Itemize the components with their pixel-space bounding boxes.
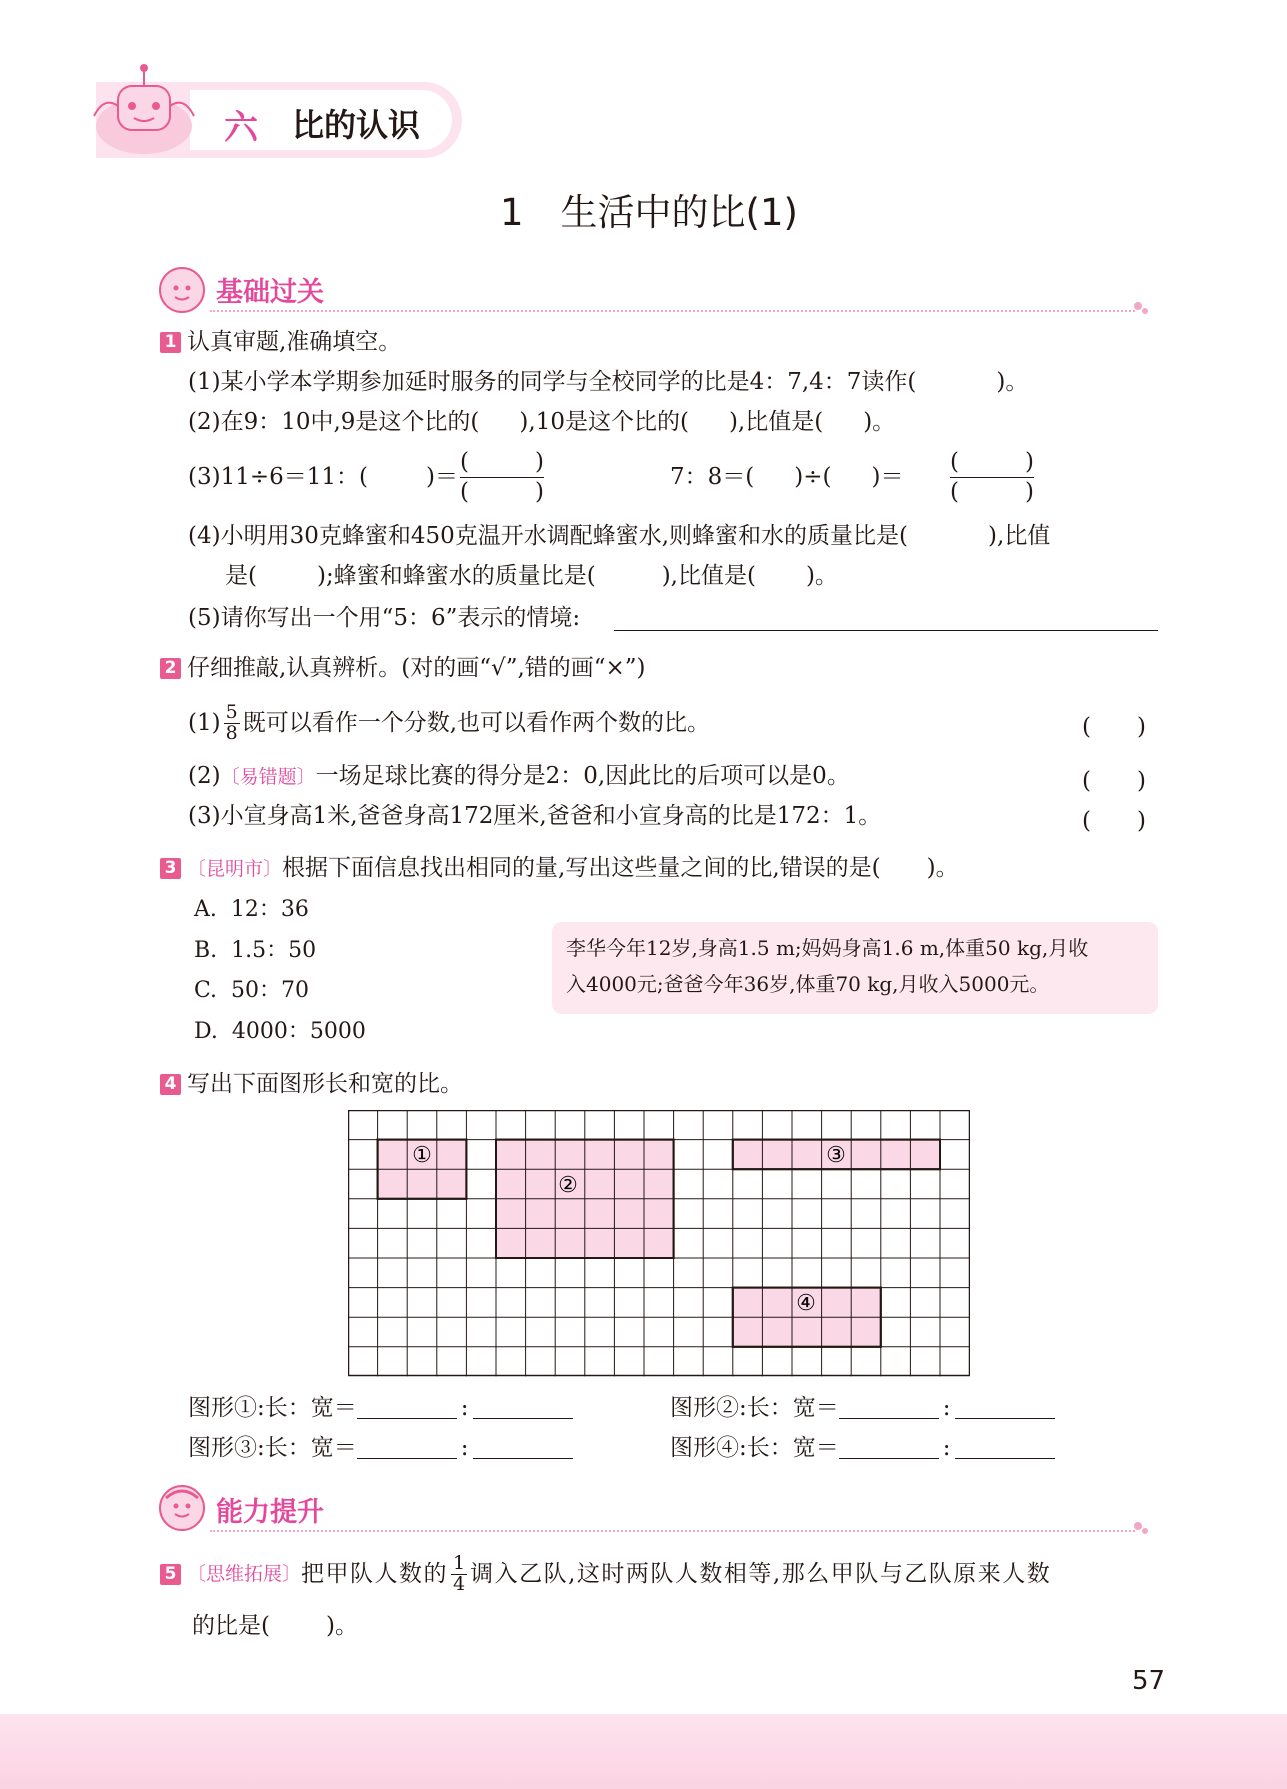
q3-text-end: )。	[926, 855, 959, 881]
footer-band	[0, 1714, 1287, 1789]
q5-tag: 〔思维拓展〕	[187, 1563, 302, 1585]
q2-part1-pre: (1)	[188, 710, 221, 736]
q1-part5	[188, 602, 580, 634]
q3-text: 根据下面信息找出相同的量,写出这些量之间的比,错误的是(	[282, 855, 881, 881]
q1-part4-line2	[225, 560, 838, 592]
paren-close: )	[535, 449, 544, 475]
q4-answer-2	[670, 1392, 1055, 1424]
q3-info-box	[552, 922, 1158, 1014]
q3-option-a[interactable]: A. 12：36	[194, 897, 309, 922]
q4-instruction	[160, 1068, 463, 1100]
q2-part2-tag: 〔易错题〕	[220, 766, 316, 788]
q1-part3-fraction-1	[460, 448, 544, 507]
q2-part3-text: (3)小宣身高1米,爸爸身高172厘米,爸爸和小宣身高的比是172：1。	[188, 803, 882, 829]
q1-part3-a: (3)11÷6＝11：(	[188, 464, 368, 490]
q5-text-a: 把甲队人数的	[301, 1561, 449, 1587]
q2-instruction-text: 仔细推敲,认真辨析。(对的画“√”,错的画“×”)	[187, 655, 646, 681]
colon: :	[460, 1435, 469, 1461]
q1-part2-b: ),10是这个比的(	[519, 409, 689, 435]
paren-open: (	[950, 479, 959, 505]
q4-answer-2-blank-a[interactable]	[839, 1394, 939, 1419]
fraction-numerator: 5	[225, 700, 238, 723]
q1-part4-e: ),比值是(	[661, 563, 756, 589]
q4-answer-3-blank-a[interactable]	[357, 1434, 457, 1459]
q4-answer-3-blank-b[interactable]	[473, 1434, 573, 1459]
q4-answer-2-label: 图形②:长：宽＝	[670, 1395, 839, 1421]
section-divider	[210, 1530, 1135, 1532]
q2-judge-1[interactable]: ( )	[1082, 714, 1146, 740]
q4-answer-4-blank-a[interactable]	[839, 1434, 939, 1459]
q3-question	[160, 852, 959, 885]
q1-part2	[188, 406, 895, 438]
q1-part3-left	[188, 461, 458, 493]
q3-info-line2: 入4000元;爸爸今年36岁,体重70 kg,月收入5000元。	[566, 972, 1050, 996]
q1-part5-text: (5)请你写出一个用“5：6”表示的情境:	[188, 605, 581, 631]
paren-close: )	[1025, 449, 1034, 475]
q2-part1-fraction	[224, 700, 240, 744]
shape-3-label: ③	[826, 1143, 846, 1168]
section-basic-title: 基础过关	[216, 277, 324, 308]
q1-badge: 1	[160, 332, 181, 353]
q3-badge: 3	[160, 858, 181, 879]
q1-part4-c: 是(	[225, 563, 257, 589]
girl-avatar-icon	[158, 266, 206, 314]
q1-part2-d: )。	[863, 409, 896, 435]
q1-part3-b: )＝	[426, 464, 458, 490]
q3-option-c[interactable]: C. 50：70	[194, 978, 310, 1003]
section-advanced-title: 能力提升	[216, 1497, 324, 1528]
q3-info-line1: 李华今年12岁,身高1.5 m;妈妈身高1.6 m,体重50 kg,月收	[566, 936, 1089, 960]
q1-instruction	[160, 326, 401, 358]
q1-part2-c: ),比值是(	[728, 409, 824, 435]
q3-tag: 〔昆明市〕	[187, 858, 283, 880]
q4-answer-3-label: 图形③:长：宽＝	[188, 1435, 357, 1461]
fraction-numerator: 1	[453, 1551, 466, 1574]
q3-option-d[interactable]: D. 4000：5000	[194, 1019, 366, 1044]
shape-1-label: ①	[412, 1143, 432, 1168]
paren-open: (	[460, 449, 469, 475]
lesson-title: 1 生活中的比(1)	[500, 191, 798, 234]
q2-part2	[188, 760, 850, 793]
q1-part5-answer-line[interactable]	[614, 630, 1158, 631]
q2-part1	[188, 698, 710, 747]
q1-part1	[188, 366, 1028, 398]
q1-part1-end: )。	[996, 369, 1029, 395]
paren-open: (	[460, 479, 469, 505]
q4-badge: 4	[160, 1074, 181, 1095]
unit-title: 比的认识	[292, 106, 421, 144]
q4-answer-1-blank-b[interactable]	[473, 1394, 573, 1419]
q2-part1-text: 既可以看作一个分数,也可以看作两个数的比。	[242, 710, 710, 736]
page-number: 57	[1132, 1666, 1166, 1696]
q2-part2-text: 一场足球比赛的得分是2：0,因此比的后项可以是0。	[315, 763, 850, 789]
q2-judge-3[interactable]: ( )	[1082, 808, 1146, 834]
paren-close: )	[1025, 479, 1034, 505]
q5-line2-b: )。	[325, 1613, 358, 1639]
q2-instruction	[160, 652, 646, 684]
q1-part3-c: 7：8＝(	[670, 464, 755, 490]
q4-answer-2-blank-b[interactable]	[955, 1394, 1055, 1419]
q3-option-b[interactable]: B. 1.5：50	[194, 938, 317, 963]
q4-grid	[348, 1110, 970, 1380]
paren-open: (	[950, 449, 959, 475]
q5-line2-a: 的比是(	[192, 1613, 270, 1639]
fraction-denominator: 8	[225, 721, 238, 744]
q4-answer-4	[670, 1432, 1055, 1464]
section-divider	[210, 310, 1135, 312]
q1-part4-line1	[188, 520, 1050, 552]
q1-part4-d: );蜂蜜和蜂蜜水的质量比是(	[316, 563, 596, 589]
q1-part1-text: (1)某小学本学期参加延时服务的同学与全校同学的比是4：7,4：7读作(	[188, 369, 917, 395]
q5-badge: 5	[160, 1564, 181, 1585]
q1-part3-fraction-2	[950, 448, 1034, 507]
q5-text-b: 调入乙队,这时两队人数相等,那么甲队与乙队原来人数	[470, 1561, 1052, 1587]
q2-part2-pre: (2)	[188, 763, 221, 789]
paren-close: )	[535, 479, 544, 505]
boy-avatar-icon	[158, 1484, 206, 1532]
q1-part2-a: (2)在9：10中,9是这个比的(	[188, 409, 480, 435]
q4-instruction-text: 写出下面图形长和宽的比。	[187, 1071, 463, 1097]
q4-answer-4-label: 图形④:长：宽＝	[670, 1435, 839, 1461]
q1-part3-d: )÷(	[794, 464, 832, 490]
q1-part3-right	[670, 461, 903, 493]
q1-instruction-text: 认真审题,准确填空。	[187, 329, 402, 355]
q1-part4-b: ),比值	[988, 523, 1051, 549]
unit-number: 六	[224, 108, 258, 148]
q4-answer-1-label: 图形①:长：宽＝	[188, 1395, 357, 1421]
q1-part3-e: )＝	[871, 464, 904, 490]
q5-line1	[160, 1548, 1051, 1599]
colon: :	[460, 1395, 469, 1421]
divider-dots-icon	[1134, 300, 1152, 318]
q1-part4-a: (4)小明用30克蜂蜜和450克温开水调配蜂蜜水,则蜂蜜和水的质量比是(	[188, 523, 909, 549]
shape-2-label: ②	[558, 1173, 578, 1198]
divider-dots-icon	[1134, 1520, 1152, 1538]
shape-4-label: ④	[796, 1291, 816, 1316]
q2-badge: 2	[160, 658, 181, 679]
q1-part4-f: )。	[805, 563, 838, 589]
q4-answer-3	[188, 1432, 573, 1464]
q4-answer-4-blank-b[interactable]	[955, 1434, 1055, 1459]
colon: :	[942, 1395, 951, 1421]
q5-fraction	[451, 1551, 467, 1595]
q4-answer-1-blank-a[interactable]	[357, 1394, 457, 1419]
fraction-denominator: 4	[453, 1572, 466, 1595]
robot-mascot-icon	[84, 56, 204, 160]
colon: :	[942, 1435, 951, 1461]
q5-line2	[192, 1610, 358, 1642]
q4-answer-1	[188, 1392, 573, 1424]
q2-part3	[188, 800, 881, 832]
q2-judge-2[interactable]: ( )	[1082, 768, 1146, 794]
